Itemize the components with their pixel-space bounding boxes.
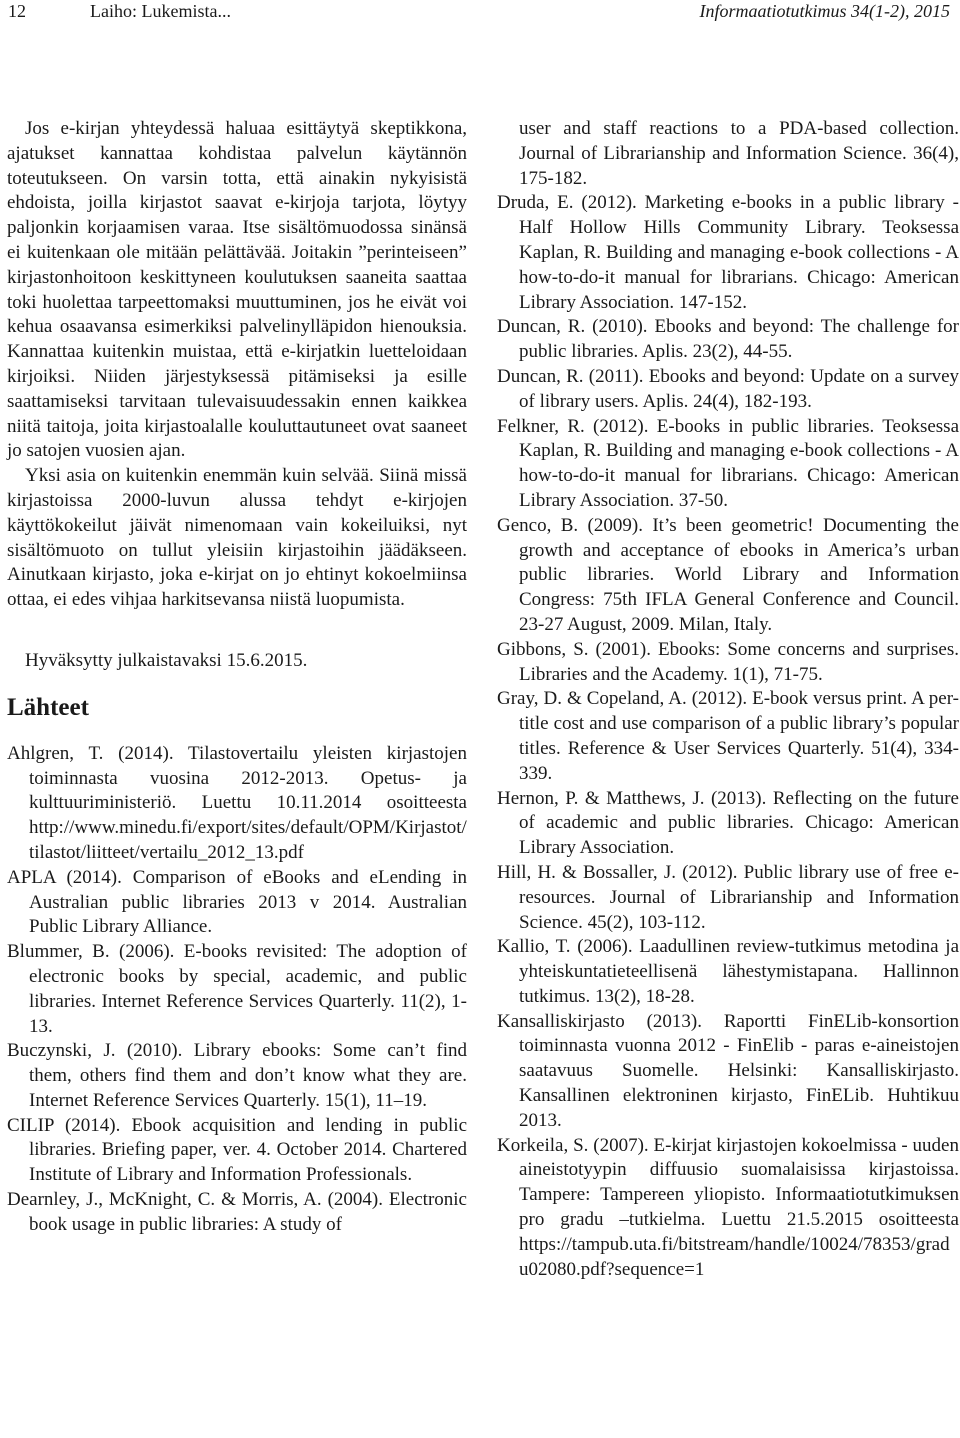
- running-title-author: Laiho: Lukemista...: [90, 1, 231, 21]
- reference-item: Duncan, R. (2011). Ebooks and beyond: Update on a survey of library users. Aplis. 24(4), 182-193.: [497, 365, 959, 412]
- page-number: 12: [8, 1, 26, 21]
- reference-item: Gray, D. & Copeland, A. (2012). E-book versus print. A per-title cost and use comparison of a public library’s popular titles. Reference & User Services Quarterly. 51(4), 334-339.: [497, 688, 959, 784]
- running-title-journal: Informaatiotutkimus 34(1-2), 2015: [699, 1, 950, 21]
- reference-item: Gibbons, S. (2001). Ebooks: Some concerns and surprises. Libraries and the Academy. 1(1), 71-75.: [497, 638, 959, 685]
- reference-item: Genco, B. (2009). It’s been geometric! Documenting the growth and acceptance of ebooks in America’s urban public libraries. World Library and Information Congress: 75th IFLA General Conference and Council. 23-27 August, 2009. Milan, Italy.: [497, 514, 959, 635]
- reference-item: Druda, E. (2012). Marketing e-books in a public library - Half Hollow Hills Community Library. Teoksessa Kaplan, R. Building and managing e-book collections - A how-to-do-it manual for librarians. Chicago: American Library Association. 147-152.: [497, 192, 959, 313]
- reference-list-right: [497, 117, 959, 1282]
- reference-item: CILIP (2014). Ebook acquisition and lending in public libraries. Briefing paper, ver. 4. October 2014. Chartered Institute of Library and Information Professionals.: [7, 1114, 467, 1186]
- reference-item: Kansalliskirjasto (2013). Raportti FinELib-konsortion toiminnasta vuonna 2012 - FinElib - paras e-aineistojen saatavuus Suomelle. Helsinki: Kansalliskirjasto. Kansallinen elektroninen kirjasto, FinELib. Huhtikuu 2013.: [497, 1010, 959, 1131]
- left-column: [7, 117, 467, 1238]
- reference-item-continued: user and staff reactions to a PDA-based collection. Journal of Librarianship and Information Science. 36(4), 175-182.: [519, 118, 959, 189]
- reference-item: Hill, H. & Bossaller, J. (2012). Public library use of free e-resources. Journal of Librarianship and Information Science. 45(2), 103-112.: [497, 861, 959, 933]
- reference-item: Buczynski, J. (2010). Library ebooks: Some can’t find them, others find them and don’t know what they are. Internet Reference Services Quarterly. 15(1), 11–19.: [7, 1040, 467, 1111]
- reference-item: Felkner, R. (2012). E-books in public libraries. Teoksessa Kaplan, R. Building and managing e-book collections - A how-to-do-it manual for librarians. Chicago: American Library Association. 37-50.: [497, 415, 959, 511]
- references-heading: Lähteet: [7, 693, 89, 721]
- reference-item: Ahlgren, T. (2014). Tilastovertailu yleisten kirjastojen toiminnasta vuosina 2012-2013. Opetus- ja kulttuuriministeriö. Luettu 10.11.2014 osoitteesta http://www.minedu.fi/export/sites/default/OPM/Kirjastot/tilastot/liitteet/vertailu_2012_13.pdf: [7, 742, 467, 863]
- body-paragraph: Jos e-kirjan yhteydessä haluaa esittäytyä skeptikkona, ajatukset kannattaa kohdistaa palvelun käytännön toteutukseen. On varsin totta, että ainakin nykyisistä ehdoista, joilla kirjastot saavat e-kirjoja tarjota, löytyy paljonkin korjaamisen varaa. Itse sisältömuodossa sinänsä ei kuitenkaan ole mitään pelättävää. Joitakin ”perinteiseen” kirjastonhoitoon keskittyneen koulutuksen saaneita saattaa toki huolettaa tarpeettomaksi muuttuminen, jos he eivät voi kehua osaavansa esimerkiksi palvelinylläpidon hienouksia. Kannattaa kuitenkin muistaa, että e-kirjatkin luetteloidaan kirjoiksi. Niiden järjestyksessä pitämiseksi ja esille saattamiseksi tarvitaan tulevaisuudessakin ennen kaikkea niitä taitoja, joita kirjastoalalle kouluttautuneet ovat saaneet jo satojen vuosien ajan.: [7, 118, 467, 462]
- body-paragraph: Yksi asia on kuitenkin enemmän kuin selvää. Siinä missä kirjastoissa 2000-luvun alussa tehdyt e-kirjojen käyttökokeilut jäivät nimenomaan vain kokeiluiksi, nyt sisältömuoto on tullut yleisiin kirjastoihin jäädäkseen. Ainutkaan kirjasto, joka e-kirjat on jo ehtinyt kokoelmiinsa ottaa, ei edes vihjaa harkitsevansa niistä luopumista.: [7, 465, 467, 611]
- acceptance-note: Hyväksytty julkaistavaksi 15.6.2015.: [25, 649, 308, 671]
- reference-item: Kallio, T. (2006). Laadullinen review-tutkimus metodina ja yhteiskuntatieteellisenä lähestymistapana. Hallinnon tutkimus. 13(2), 18-28.: [497, 936, 959, 1007]
- reference-item: Dearnley, J., McKnight, C. & Morris, A. (2004). Electronic book usage in public libraries: A study of: [7, 1189, 467, 1235]
- reference-item: APLA (2014). Comparison of eBooks and eLending in Australian public libraries 2013 v 2014. Australian Public Library Alliance.: [7, 866, 467, 938]
- reference-item: Hernon, P. & Matthews, J. (2013). Reflecting on the future of academic and public libraries. Chicago: American Library Association.: [497, 787, 959, 859]
- reference-item: Korkeila, S. (2007). E-kirjat kirjastojen kokoelmissa - uuden aineistotyypin diffuusio suomalaisissa kirjastoissa. Tampere: Tampereen yliopisto. Informaatiotutkimuksen pro gradu –tutkielma. Luettu 21.5.2015 osoitteesta https://tampub.uta.fi/bitstream/handle/10024/78353/gradu02080.pdf?sequence=1: [497, 1134, 959, 1280]
- reference-item: Blummer, B. (2006). E-books revisited: The adoption of electronic books by special, academic, and public libraries. Internet Reference Services Quarterly. 11(2), 1-13.: [7, 941, 467, 1037]
- right-column: [497, 117, 959, 1282]
- page-header: [0, 0, 960, 22]
- reference-list-left: [7, 742, 467, 1238]
- reference-item: Duncan, R. (2010). Ebooks and beyond: The challenge for public libraries. Aplis. 23(2), 44-55.: [497, 316, 959, 363]
